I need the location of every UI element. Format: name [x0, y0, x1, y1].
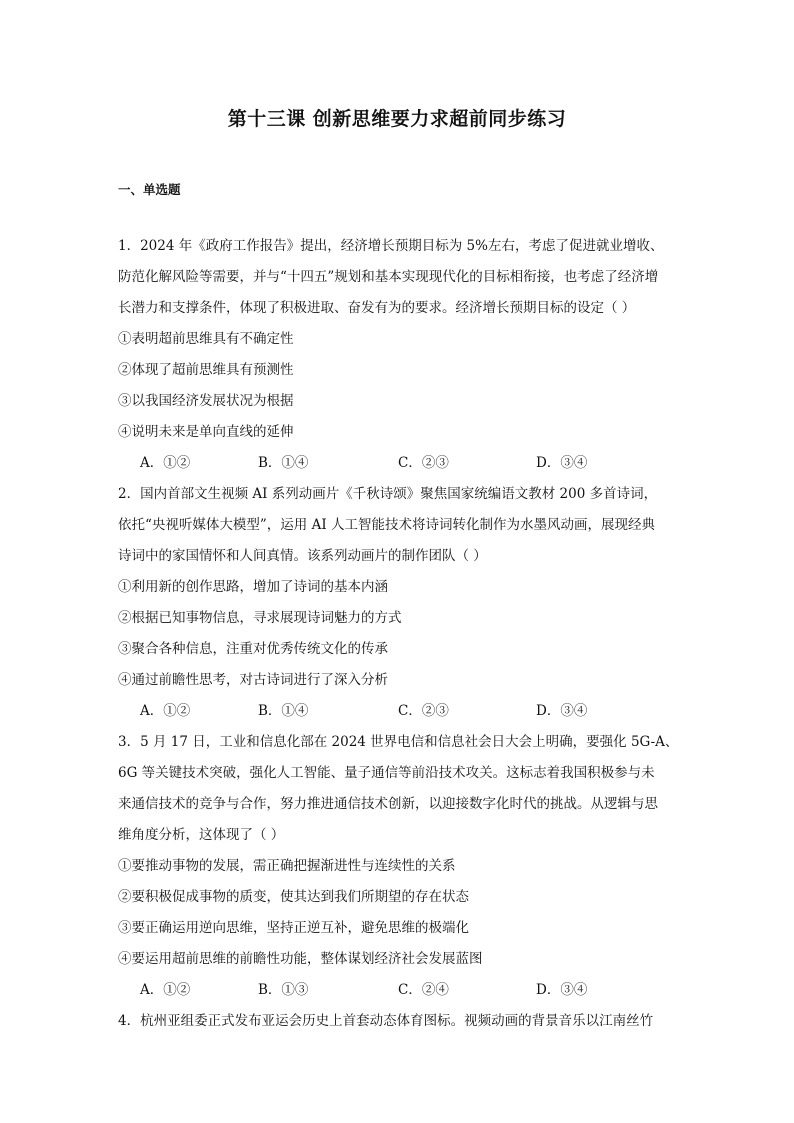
q2-option-d[interactable]: D．③④ — [536, 703, 588, 719]
q3-item-1: ①要推动事物的发展，需正确把握渐进性与连续性的关系 — [118, 858, 456, 874]
q3-option-a[interactable]: A．①② — [140, 982, 191, 998]
q3-item-3: ③要正确运用逆向思维，坚持正逆互补，避免思维的极端化 — [118, 920, 469, 936]
q1-item-4: ④说明未来是单向直线的延伸 — [118, 424, 294, 440]
q1-item-1: ①表明超前思维具有不确定性 — [118, 331, 294, 347]
q2-item-4: ④通过前瞻性思考，对古诗词进行了深入分析 — [118, 672, 388, 688]
q2-option-c[interactable]: C．②③ — [398, 703, 449, 719]
q3-stem-line-4: 维角度分析，这体现了（ ） — [118, 827, 285, 843]
q3-stem-line-3: 来通信技术的竞争与合作，努力推进通信技术创新，以迎接数字化时代的挑战。从逻辑与思 — [118, 796, 658, 812]
q1-stem-line-1: 1．2024 年《政府工作报告》提出，经济增长预期目标为 5%左右，考虑了促进就业增收、 — [118, 238, 664, 254]
q3-option-b[interactable]: B．①③ — [258, 982, 309, 998]
q3-option-d[interactable]: D．③④ — [536, 982, 588, 998]
q1-option-a[interactable]: A．①② — [140, 455, 191, 471]
q2-item-1: ①利用新的创作思路，增加了诗词的基本内涵 — [118, 579, 388, 595]
document-title: 第十三课 创新思维要力求超前同步练习 — [227, 108, 567, 130]
q2-stem-line-1: 2．国内首部文生视频 AI 系列动画片《千秋诗颂》聚焦国家统编语文教材 200 多首诗词， — [118, 486, 658, 502]
q3-option-c[interactable]: C．②④ — [398, 982, 449, 998]
q1-stem-line-2: 防范化解风险等需要，并与“十四五”规划和基本实现现代化的目标相衔接，也考虑了经济增 — [118, 269, 659, 285]
q2-stem-line-3: 诗词中的家国情怀和人间真情。该系列动画片的制作团队（ ） — [118, 548, 487, 564]
q3-item-4: ④要运用超前思维的前瞻性功能，整体谋划经济社会发展蓝图 — [118, 951, 483, 967]
q3-item-2: ②要积极促成事物的质变，使其达到我们所期望的存在状态 — [118, 889, 469, 905]
q2-option-a[interactable]: A．①② — [140, 703, 191, 719]
q4-stem-line-1: 4．杭州亚组委正式发布亚运会历史上首套动态体育图标。视频动画的背景音乐以江南丝竹 — [118, 1013, 654, 1029]
q3-stem-line-2: 6G 等关键技术突破，强化人工智能、量子通信等前沿技术攻关。这标志着我国积极参与未 — [118, 765, 655, 781]
q3-stem-line-1: 3．5 月 17 日，工业和信息化部在 2024 世界电信和信息社会日大会上明确，要强化 5G-A、 — [118, 734, 679, 750]
q2-stem-line-2: 依托“央视听媒体大模型”，运用 AI 人工智能技术将诗词转化制作为水墨风动画，展现经典 — [118, 517, 655, 533]
q1-stem-line-3: 长潜力和支撑条件，体现了积极进取、奋发有为的要求。经济增长预期目标的设定（ ） — [118, 300, 636, 316]
q1-option-d[interactable]: D．③④ — [536, 455, 588, 471]
section-heading: 一、单选题 — [118, 182, 181, 197]
q1-option-b[interactable]: B．①④ — [258, 455, 309, 471]
q1-item-3: ③以我国经济发展状况为根据 — [118, 393, 294, 409]
q2-option-b[interactable]: B．①④ — [258, 703, 309, 719]
q1-item-2: ②体现了超前思维具有预测性 — [118, 362, 294, 378]
q2-item-3: ③聚合各种信息，注重对优秀传统文化的传承 — [118, 641, 388, 657]
q2-item-2: ②根据已知事物信息，寻求展现诗词魅力的方式 — [118, 610, 402, 626]
q1-option-c[interactable]: C．②③ — [398, 455, 449, 471]
